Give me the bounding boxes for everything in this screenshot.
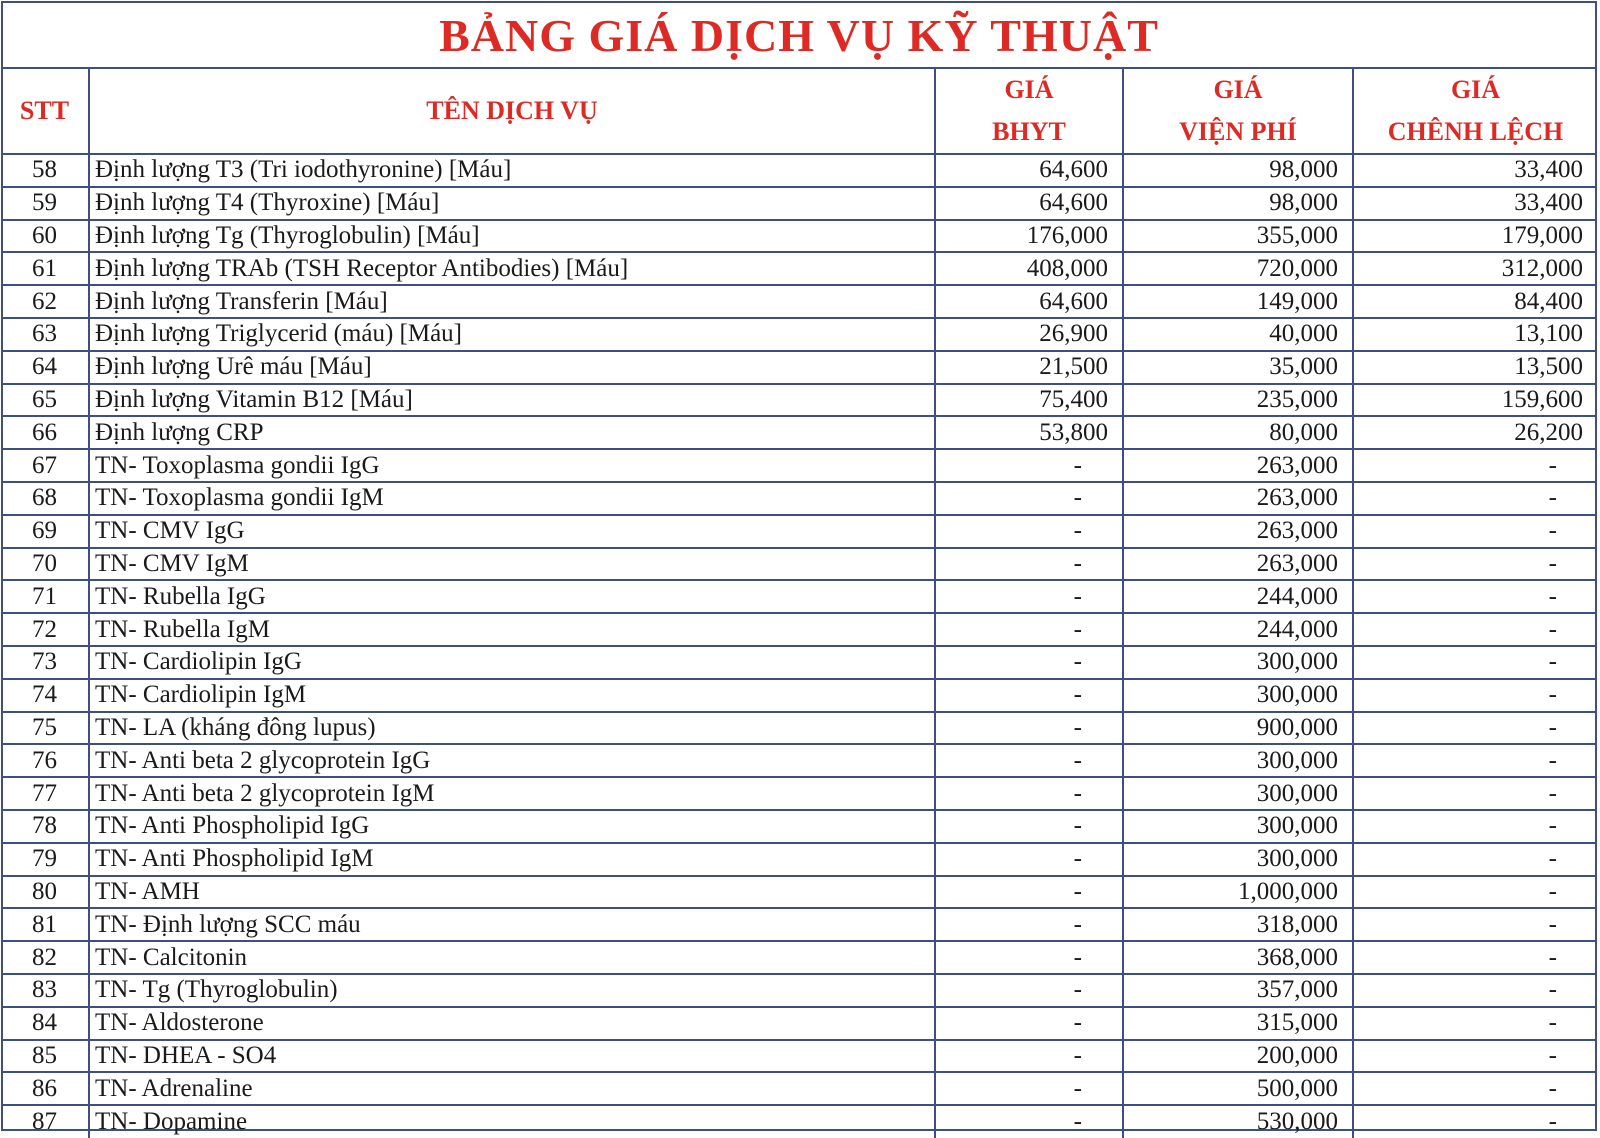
table-row	[1, 712, 1597, 745]
bhyt-price-cell: -	[935, 482, 1123, 515]
service-name-cell: TN- Tg (Thyroglobulin)	[89, 974, 935, 1007]
service-name-cell: Định lượng Urê máu [Máu]	[89, 351, 935, 384]
hospital-fee-price-cell: 315,000	[1123, 1007, 1353, 1040]
bhyt-price-cell: -	[935, 548, 1123, 581]
hospital-fee-price-cell: 244,000	[1123, 613, 1353, 646]
table-row	[1, 449, 1597, 482]
table-row	[1, 187, 1597, 220]
service-name-cell: TN- Rubella IgG	[89, 580, 935, 613]
service-name-cell: TN- Cardiolipin IgM	[89, 679, 935, 712]
difference-price-cell: 26,200	[1353, 416, 1597, 449]
hospital-fee-price-cell: 1,000,000	[1123, 876, 1353, 909]
bhyt-price-cell: -	[935, 449, 1123, 482]
row-number-cell: 75	[1, 712, 89, 745]
hospital-fee-price-cell: 244,000	[1123, 580, 1353, 613]
header-hospital-fee-price	[1123, 69, 1353, 154]
hospital-fee-price-cell: 368,000	[1123, 941, 1353, 974]
hospital-fee-price-cell: 300,000	[1123, 843, 1353, 876]
hospital-fee-price-cell: 80,000	[1123, 416, 1353, 449]
row-number-cell: 87	[1, 1105, 89, 1138]
difference-price-cell: 84,400	[1353, 285, 1597, 318]
difference-price-cell: -	[1353, 1072, 1597, 1105]
table-row	[1, 810, 1597, 843]
service-name-cell: TN- Định lượng SCC máu	[89, 908, 935, 941]
difference-price-cell: -	[1353, 876, 1597, 909]
table-row	[1, 1072, 1597, 1105]
header-bhyt-line-1: GIÁ	[1004, 75, 1054, 104]
difference-price-cell: -	[1353, 777, 1597, 810]
service-name-cell: TN- Anti Phospholipid IgG	[89, 810, 935, 843]
hospital-fee-price-cell: 98,000	[1123, 187, 1353, 220]
table-row	[1, 646, 1597, 679]
table-row	[1, 843, 1597, 876]
bhyt-price-cell: -	[935, 1007, 1123, 1040]
table-row	[1, 285, 1597, 318]
price-table	[1, 69, 1597, 1138]
row-number-cell: 68	[1, 482, 89, 515]
hospital-fee-price-cell: 35,000	[1123, 351, 1353, 384]
difference-price-cell: 312,000	[1353, 252, 1597, 285]
table-row	[1, 744, 1597, 777]
bhyt-price-cell: -	[935, 843, 1123, 876]
service-name-cell: TN- CMV IgG	[89, 515, 935, 548]
row-number-cell: 67	[1, 449, 89, 482]
header-stt: STT	[1, 69, 89, 154]
hospital-fee-price-cell: 355,000	[1123, 220, 1353, 253]
table-row	[1, 613, 1597, 646]
difference-price-cell: -	[1353, 1040, 1597, 1073]
service-name-cell: TN- Anti beta 2 glycoprotein IgG	[89, 744, 935, 777]
bhyt-price-cell: -	[935, 712, 1123, 745]
header-difference-line-1: GIÁ	[1450, 75, 1501, 104]
difference-price-cell: 33,400	[1353, 154, 1597, 187]
table-row	[1, 252, 1597, 285]
row-number-cell: 82	[1, 941, 89, 974]
difference-price-cell: -	[1353, 843, 1597, 876]
hospital-fee-price-cell: 900,000	[1123, 712, 1353, 745]
table-row	[1, 1040, 1597, 1073]
row-number-cell: 58	[1, 154, 89, 187]
header-difference-line-2: CHÊNH LỆCH	[1387, 117, 1564, 146]
row-number-cell: 69	[1, 515, 89, 548]
bhyt-price-cell: 26,900	[935, 318, 1123, 351]
bhyt-price-cell: -	[935, 613, 1123, 646]
hospital-fee-price-cell: 300,000	[1123, 777, 1353, 810]
service-name-cell: Định lượng T3 (Tri iodothyronine) [Máu]	[89, 154, 935, 187]
service-name-cell: TN- CMV IgM	[89, 548, 935, 581]
bhyt-price-cell: -	[935, 679, 1123, 712]
row-number-cell: 62	[1, 285, 89, 318]
bhyt-price-cell: -	[935, 810, 1123, 843]
bhyt-price-cell: -	[935, 646, 1123, 679]
row-number-cell: 61	[1, 252, 89, 285]
table-body	[1, 154, 1597, 1138]
row-number-cell: 79	[1, 843, 89, 876]
row-number-cell: 65	[1, 384, 89, 417]
header-hospital-fee-line-1: GIÁ	[1213, 75, 1263, 104]
difference-price-cell: -	[1353, 515, 1597, 548]
difference-price-cell: -	[1353, 974, 1597, 1007]
table-row	[1, 416, 1597, 449]
difference-price-cell: 33,400	[1353, 187, 1597, 220]
row-number-cell: 83	[1, 974, 89, 1007]
bhyt-price-cell: -	[935, 876, 1123, 909]
difference-price-cell: -	[1353, 580, 1597, 613]
hospital-fee-price-cell: 300,000	[1123, 646, 1353, 679]
service-name-cell: TN- Aldosterone	[89, 1007, 935, 1040]
service-name-cell: Định lượng Transferin [Máu]	[89, 285, 935, 318]
hospital-fee-price-cell: 300,000	[1123, 679, 1353, 712]
table-row	[1, 679, 1597, 712]
hospital-fee-price-cell: 235,000	[1123, 384, 1353, 417]
hospital-fee-price-cell: 263,000	[1123, 482, 1353, 515]
row-number-cell: 66	[1, 416, 89, 449]
table-row	[1, 482, 1597, 515]
row-number-cell: 72	[1, 613, 89, 646]
header-bhyt-line-2: BHYT	[992, 117, 1066, 146]
hospital-fee-price-cell: 500,000	[1123, 1072, 1353, 1105]
difference-price-cell: -	[1353, 646, 1597, 679]
bhyt-price-cell: 75,400	[935, 384, 1123, 417]
row-number-cell: 81	[1, 908, 89, 941]
header-bhyt-price	[935, 69, 1123, 154]
row-number-cell: 84	[1, 1007, 89, 1040]
difference-price-cell: -	[1353, 1007, 1597, 1040]
header-difference-price	[1353, 69, 1597, 154]
table-row	[1, 777, 1597, 810]
bhyt-price-cell: -	[935, 580, 1123, 613]
difference-price-cell: -	[1353, 908, 1597, 941]
difference-price-cell: -	[1353, 482, 1597, 515]
bhyt-price-cell: -	[935, 1072, 1123, 1105]
bhyt-price-cell: -	[935, 777, 1123, 810]
row-number-cell: 73	[1, 646, 89, 679]
service-name-cell: TN- Anti Phospholipid IgM	[89, 843, 935, 876]
row-number-cell: 80	[1, 876, 89, 909]
service-name-cell: Định lượng TRAb (TSH Receptor Antibodies) [Máu]	[89, 252, 935, 285]
service-name-cell: Định lượng Triglycerid (máu) [Máu]	[89, 318, 935, 351]
hospital-fee-price-cell: 200,000	[1123, 1040, 1353, 1073]
table-row	[1, 580, 1597, 613]
bhyt-price-cell: -	[935, 974, 1123, 1007]
difference-price-cell: 159,600	[1353, 384, 1597, 417]
service-name-cell: Định lượng CRP	[89, 416, 935, 449]
bhyt-price-cell: -	[935, 1040, 1123, 1073]
hospital-fee-price-cell: 357,000	[1123, 974, 1353, 1007]
header-service-name: TÊN DỊCH VỤ	[89, 69, 935, 154]
row-number-cell: 70	[1, 548, 89, 581]
service-name-cell: TN- AMH	[89, 876, 935, 909]
difference-price-cell: -	[1353, 679, 1597, 712]
difference-price-cell: 13,100	[1353, 318, 1597, 351]
row-number-cell: 86	[1, 1072, 89, 1105]
service-name-cell: TN- Rubella IgM	[89, 613, 935, 646]
table-header-row	[1, 69, 1597, 154]
service-name-cell: Định lượng T4 (Thyroxine) [Máu]	[89, 187, 935, 220]
table-row	[1, 384, 1597, 417]
table-row	[1, 318, 1597, 351]
service-name-cell: TN- Dopamine	[89, 1105, 935, 1138]
bhyt-price-cell: 21,500	[935, 351, 1123, 384]
difference-price-cell: -	[1353, 712, 1597, 745]
row-number-cell: 71	[1, 580, 89, 613]
difference-price-cell: -	[1353, 449, 1597, 482]
bhyt-price-cell: -	[935, 908, 1123, 941]
bhyt-price-cell: -	[935, 941, 1123, 974]
difference-price-cell: -	[1353, 613, 1597, 646]
difference-price-cell: 13,500	[1353, 351, 1597, 384]
row-number-cell: 76	[1, 744, 89, 777]
table-row	[1, 515, 1597, 548]
hospital-fee-price-cell: 40,000	[1123, 318, 1353, 351]
difference-price-cell: -	[1353, 744, 1597, 777]
bhyt-price-cell: 64,600	[935, 285, 1123, 318]
difference-price-cell: -	[1353, 548, 1597, 581]
hospital-fee-price-cell: 149,000	[1123, 285, 1353, 318]
hospital-fee-price-cell: 300,000	[1123, 810, 1353, 843]
header-hospital-fee-line-2: VIỆN PHÍ	[1179, 117, 1297, 146]
table-row	[1, 974, 1597, 1007]
service-name-cell: TN- Cardiolipin IgG	[89, 646, 935, 679]
price-table-sheet	[1, 1, 1597, 1135]
service-name-cell: Định lượng Vitamin B12 [Máu]	[89, 384, 935, 417]
hospital-fee-price-cell: 263,000	[1123, 449, 1353, 482]
service-name-cell: TN- Toxoplasma gondii IgG	[89, 449, 935, 482]
table-row	[1, 548, 1597, 581]
service-name-cell: TN- Toxoplasma gondii IgM	[89, 482, 935, 515]
bhyt-price-cell: 64,600	[935, 154, 1123, 187]
difference-price-cell: -	[1353, 1105, 1597, 1138]
row-number-cell: 60	[1, 220, 89, 253]
service-name-cell: TN- Adrenaline	[89, 1072, 935, 1105]
row-number-cell: 85	[1, 1040, 89, 1073]
table-row	[1, 876, 1597, 909]
table-row	[1, 908, 1597, 941]
difference-price-cell: -	[1353, 941, 1597, 974]
page-title: BẢNG GIÁ DỊCH VỤ KỸ THUẬT	[3, 3, 1595, 69]
service-name-cell: TN- Anti beta 2 glycoprotein IgM	[89, 777, 935, 810]
hospital-fee-price-cell: 300,000	[1123, 744, 1353, 777]
bhyt-price-cell: 176,000	[935, 220, 1123, 253]
difference-price-cell: -	[1353, 810, 1597, 843]
bhyt-price-cell: -	[935, 515, 1123, 548]
row-number-cell: 74	[1, 679, 89, 712]
hospital-fee-price-cell: 98,000	[1123, 154, 1353, 187]
table-row	[1, 351, 1597, 384]
service-name-cell: TN- DHEA - SO4	[89, 1040, 935, 1073]
table-row	[1, 1007, 1597, 1040]
row-number-cell: 63	[1, 318, 89, 351]
bhyt-price-cell: 53,800	[935, 416, 1123, 449]
hospital-fee-price-cell: 720,000	[1123, 252, 1353, 285]
row-number-cell: 59	[1, 187, 89, 220]
service-name-cell: TN- Calcitonin	[89, 941, 935, 974]
row-number-cell: 64	[1, 351, 89, 384]
hospital-fee-price-cell: 318,000	[1123, 908, 1353, 941]
service-name-cell: TN- LA (kháng đông lupus)	[89, 712, 935, 745]
row-number-cell: 78	[1, 810, 89, 843]
hospital-fee-price-cell: 530,000	[1123, 1105, 1353, 1138]
service-name-cell: Định lượng Tg (Thyroglobulin) [Máu]	[89, 220, 935, 253]
bhyt-price-cell: 64,600	[935, 187, 1123, 220]
row-number-cell: 77	[1, 777, 89, 810]
table-row	[1, 220, 1597, 253]
table-row	[1, 941, 1597, 974]
difference-price-cell: 179,000	[1353, 220, 1597, 253]
bhyt-price-cell: -	[935, 744, 1123, 777]
bhyt-price-cell: 408,000	[935, 252, 1123, 285]
hospital-fee-price-cell: 263,000	[1123, 548, 1353, 581]
hospital-fee-price-cell: 263,000	[1123, 515, 1353, 548]
bhyt-price-cell: -	[935, 1105, 1123, 1138]
table-row	[1, 154, 1597, 187]
